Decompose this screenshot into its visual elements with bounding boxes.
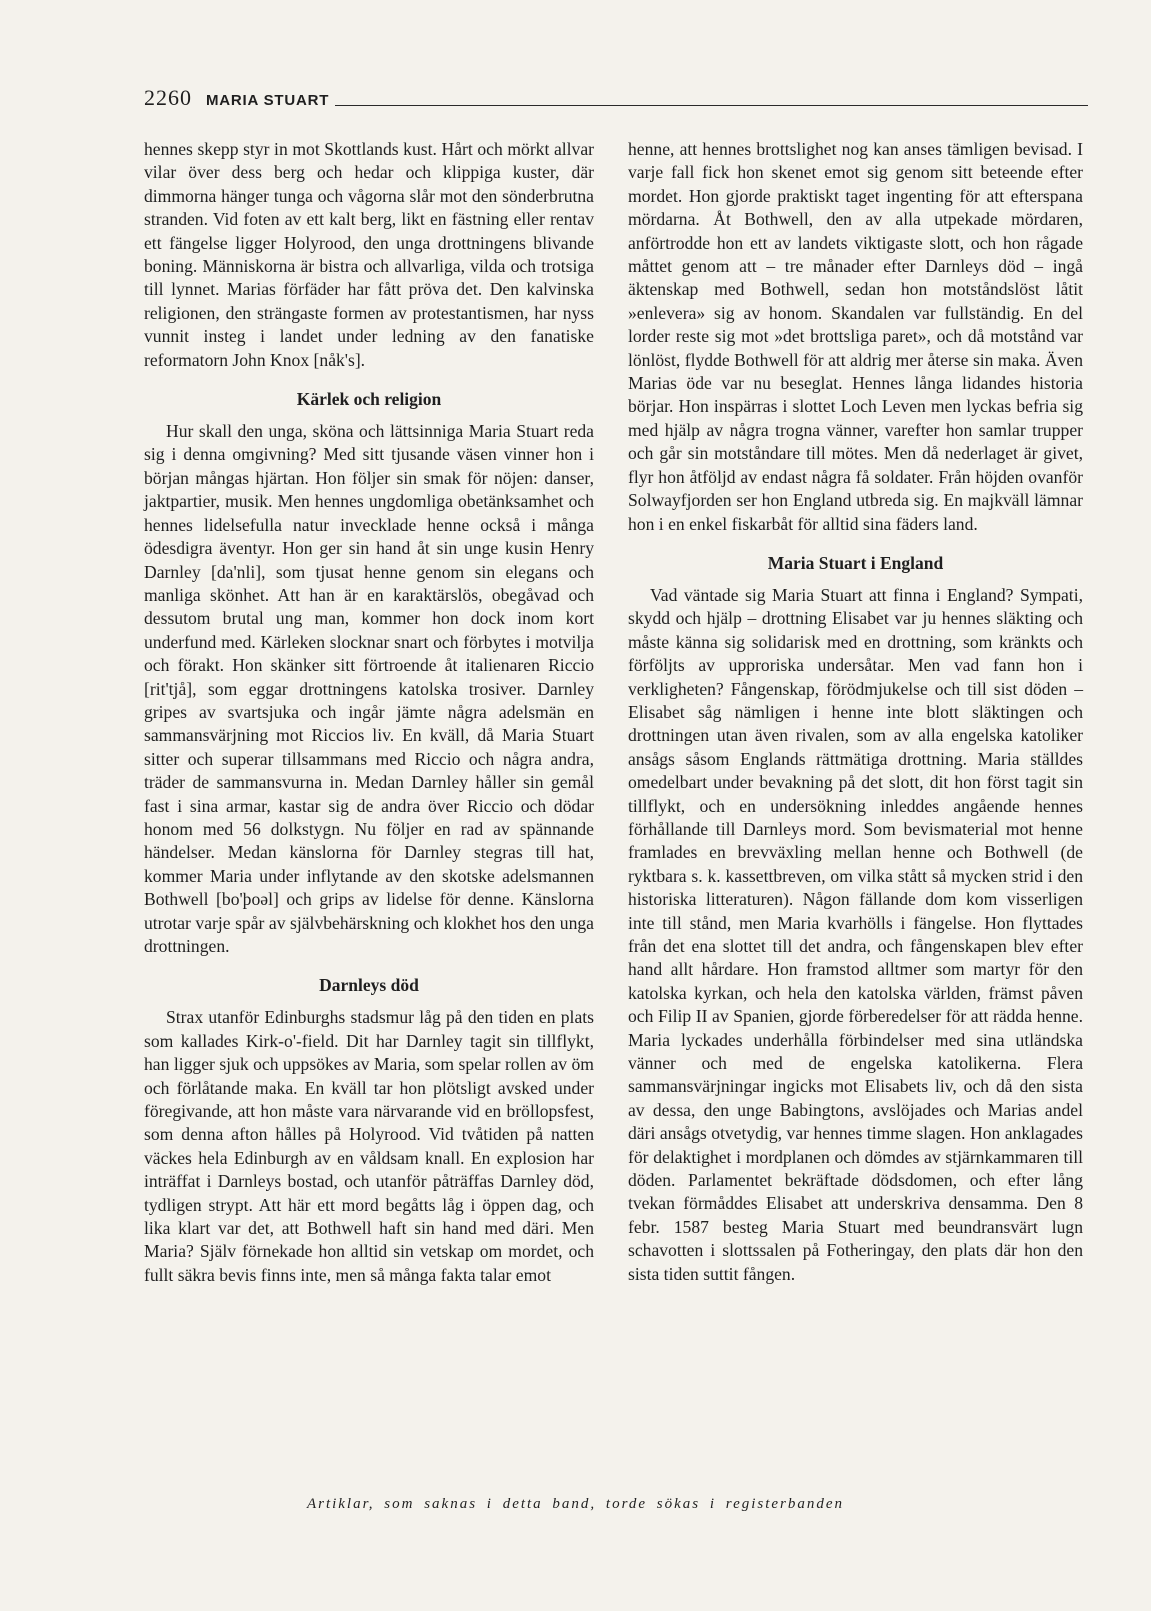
paragraph: henne, att hennes brottslighet nog kan anses tämligen bevisad. I varje fall fick hon skenet emot sig genom sitt beteende efter mordet. Hon gjorde praktiskt taget ingenting för att efterspana mördarna. Åt Bothwell, den av alla utpekade mördaren, anförtrodde hon ett av landets viktigaste slott, och hon rågade måttet genom att – tre månader efter Darnleys död – ingå äktenskap med Bothwell, sedan hon motståndslöst låtit »enlevera» sig av honom. Skandalen var fullständig. En del lorder reste sig mot »det brottsliga paret», och då motstånd var lönlöst, flydde Bothwell för att aldrig mer återse sin maka. Även Marias öde var nu beseglat. Hennes långa lidandes historia börjar. Hon inspärras i slottet Loch Leven men lyckas befria sig med hjälp av några trogna vänner, varefter hon samlar trupper och går sin motståndare till mötes. Men då nederlaget är givet, flyr hon åtföljd av endast några få soldater. Från höjden ovanför Solwayfjorden ser hon England utbreda sig. En majkväll lämnar hon i en enkel fiskarbåt för alltid sina fäders land.	[628, 139, 1083, 534]
paragraph: Strax utanför Edinburghs stadsmur låg på den tiden en plats som kallades Kirk-o'-field. Dit har Darnley tagit sin tillflykt, han ligger sjuk och uppsökes av Maria, som spelar rollen av öm och förlåtande maka. En kväll tar hon plötsligt avsked under föregivande, att hon måste vara närvarande vid en bröllopsfest, som denna afton hålles på Holyrood. Vid tvåtiden på natten väckes hela Edinburgh av en våldsam knall. En explosion har inträffat i Darnleys bostad, och utanför påträffas Darnley död, tydligen strypt. Att här ett mord begåtts låg i öppen dag, och lika klart var det, att Bothwell haft sin hand med däri. Men Maria? Själv förnekade hon alltid sin vetskap om mordet, och fullt säkra bevis finns inte, men så många fakta talar emot	[144, 1007, 594, 1285]
left-column	[144, 138, 594, 1287]
page-header	[144, 85, 1088, 109]
section-heading: Maria Stuart i England	[767, 552, 944, 573]
running-title: MARIA STUART	[206, 92, 330, 109]
footer-note: Artiklar, som saknas i detta band, torde sökas i registerbanden	[306, 1496, 845, 1512]
paragraph: hennes skepp styr in mot Skottlands kust. Hårt och mörkt allvar vilar över dess berg och hedar och klippiga kuster, där dimmorna hänger tunga och vågorna slår mot den sönderbrutna stranden. Vid foten av ett kalt berg, likt en fästning eller rentav ett fängelse ligger Holyrood, den unga drottningens blivande boning. Människorna är bistra och allvarliga, vilda och trotsiga till lynnet. Marias förfäder har fått pröva det. Den kalvinska religionen, den strängaste formen av protestantismen, har nyss vunnit insteg i landet under ledning av den fanatiske reformatorn John Knox [nåk's].	[144, 139, 594, 370]
section-heading: Darnleys död	[319, 975, 419, 996]
right-column	[628, 138, 1083, 1286]
section-heading: Kärlek och religion	[296, 389, 442, 410]
paragraph: Hur skall den unga, sköna och lättsinniga Maria Stuart reda sig i denna omgivning? Med sitt tjusande väsen vinner hon i början mångas hjärtan. Hon följer sin smak för nöjen: danser, jaktpartier, musik. Men hennes ungdomliga obetänksamhet och hennes lidelsefulla natur invecklade henne också i många ödesdigra äventyr. Hon ger sin hand åt sin unge kusin Henry Darnley [da'nli], som tjusat henne genom sin elegans och manliga skönhet. Att han är en karaktärslös, obegåvad och dessutom brutal ung man, kommer hon dock inom kort underfund med. Kärleken slocknar snart och förbytes i motvilja och förakt. Hon skänker sitt förtroende åt italienaren Riccio [rit'tjå], som eggar drottningens katolska trosiver. Darnley gripes av svartsjuka och ingår jämte några adelsmän en sammansvärjning mot Riccios liv. En kväll, då Maria Stuart sitter och superar tillsammans med Riccio och några andra, träder de sammansvurna in. Medan Darnley håller sin gemål fast i sina armar, kastar sig de andra över Riccio och dödar honom med 56 dolkstygn. Nu följer en rad av spännande händelser. Medan känslorna för Darnley stegras till hat, kommer Maria under inflytande av den skotske adelsmannen Bothwell [bo'þoəl] och grips av lidelse för denne. Känslorna utrotar varje spår av självbehärskning och klokhet hos den unga drottningen.	[144, 421, 594, 956]
paragraph: Vad väntade sig Maria Stuart att finna i England? Sympati, skydd och hjälp – drottning Elisabet var ju hennes släkting och måste känna sig solidarisk med en drottning, som kränkts och förföljts av upproriska undersåtar. Men vad fann hon i verkligheten? Fångenskap, förödmjukelse och till sist döden – Elisabet såg nämligen i henne inte blott släktingen och drottningen utan även rivalen, som av alla engelska katoliker ansågs såsom Englands rättmätiga drottning. Maria ställdes omedelbart under bevakning på det slott, dit hon först tagit sin tillflykt, och en undersökning inleddes angående hennes förhållande till Darnleys mord. Som bevismaterial mot henne framlades en brevväxling mellan henne och Bothwell (de ryktbara s. k. kassettbreven, om vilka stått så mycken strid i den historiska litteraturen). Någon fällande dom kom visserligen inte till stånd, men Maria kvarhölls i fängelse. Hon flyttades från det ena slottet till det andra, och fångenskapen blev efter hand allt hårdare. Hon framstod alltmer som martyr för den katolska kyrkan, och hela den katolska världen, främst påven och Filip II av Spanien, gjorde förberedelser för att rädda henne. Maria lyckades underhålla förbindelser med sina utländska vänner och med de engelska katolikerna. Flera sammansvärjningar ingicks mot Elisabets liv, och då den sista av dessa, den unge Babingtons, avslöjades och Marias andel däri ansågs otvetydig, var hennes timme slagen. Hon anklagades för delaktighet i mordplanen och dömdes av stjärnkammaren till döden. Parlamentet bekräftade dödsdomen, och efter lång tvekan förmåddes Elisabet att underskriva densamma. Den 8 febr. 1587 besteg Maria Stuart med beundransvärt lugn schavotten i slottssalen på Fotheringay, den plats där hon den sista tiden suttit fången.	[628, 584, 1083, 1284]
page-number: 2260	[144, 85, 192, 110]
header-rule	[335, 105, 1088, 106]
